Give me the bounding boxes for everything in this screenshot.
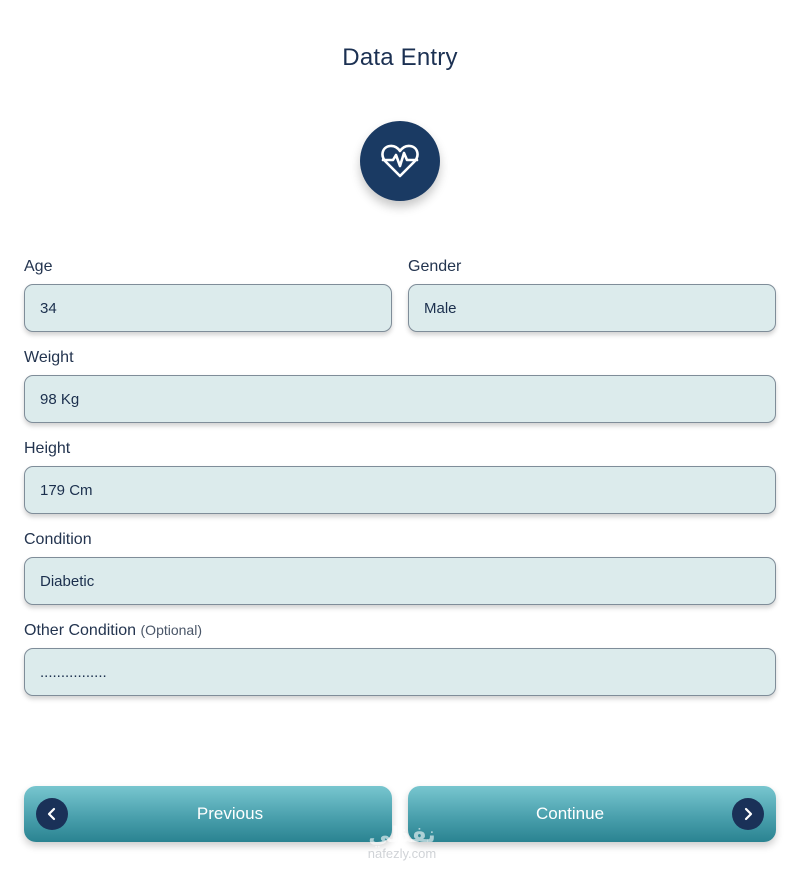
page-title: Data Entry bbox=[342, 44, 458, 71]
weight-label: Weight bbox=[24, 349, 74, 366]
other-condition-input[interactable] bbox=[24, 648, 776, 696]
watermark-arabic: نفذلي bbox=[368, 822, 436, 847]
optional-hint: (Optional) bbox=[140, 622, 202, 638]
other-condition-label-text: Other Condition bbox=[24, 622, 137, 639]
continue-button-label: Continue bbox=[535, 804, 605, 823]
previous-button-label: Previous bbox=[196, 804, 264, 823]
heart-pulse-icon bbox=[380, 143, 420, 179]
continue-button[interactable] bbox=[408, 786, 776, 842]
height-input[interactable] bbox=[24, 466, 776, 514]
watermark-latin: nafezly.com bbox=[367, 846, 437, 861]
heart-logo bbox=[360, 121, 440, 201]
chevron-right-circle bbox=[732, 798, 764, 830]
chevron-right-icon bbox=[742, 807, 754, 821]
gender-input[interactable] bbox=[408, 284, 776, 332]
age-label: Age bbox=[24, 258, 53, 275]
age-input[interactable] bbox=[24, 284, 392, 332]
gender-label: Gender bbox=[408, 258, 462, 275]
other-condition-label bbox=[24, 622, 202, 640]
height-label: Height bbox=[24, 440, 71, 457]
condition-label: Condition bbox=[24, 531, 92, 548]
condition-input[interactable] bbox=[24, 557, 776, 605]
previous-button[interactable] bbox=[24, 786, 392, 842]
weight-input[interactable] bbox=[24, 375, 776, 423]
